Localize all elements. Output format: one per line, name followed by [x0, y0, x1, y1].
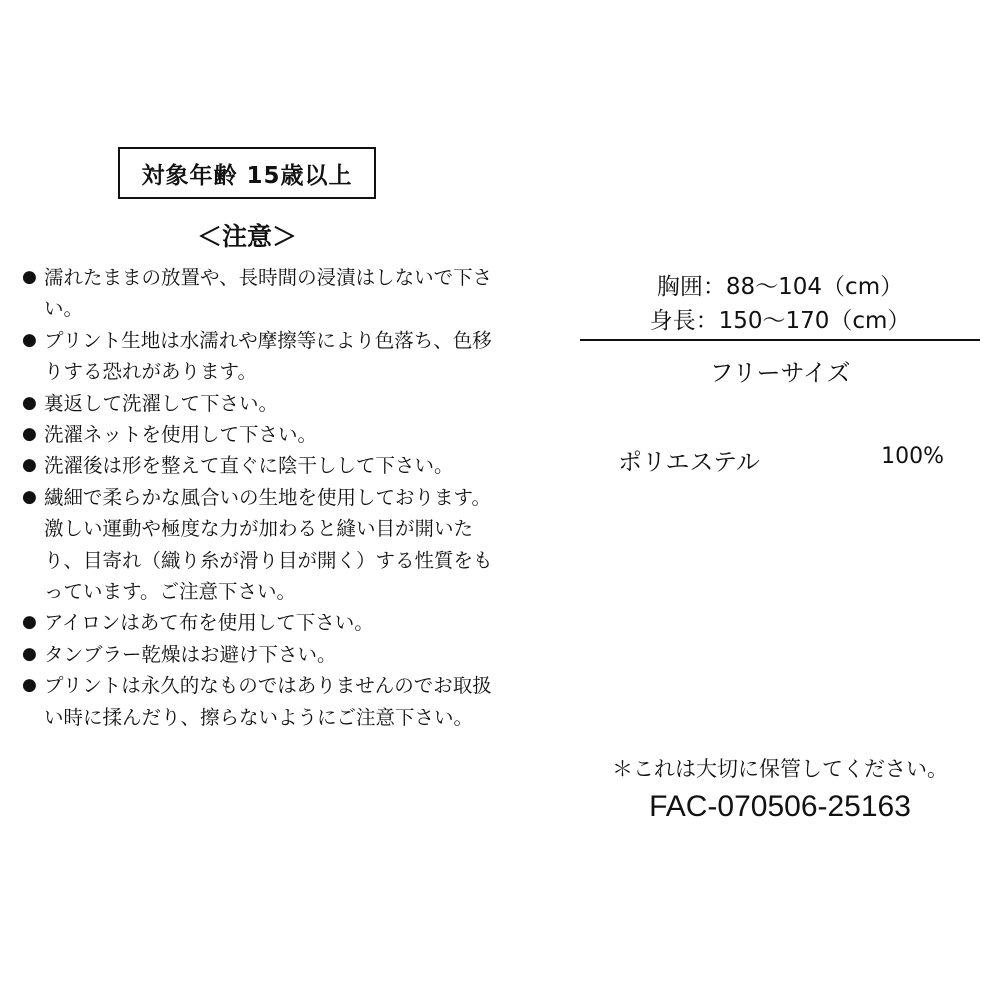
caution-item-text: 濡れたままの放置や、長時間の浸漬はしないで下さい。	[44, 266, 493, 321]
divider-line	[580, 339, 980, 341]
caution-item-text: 洗濯後は形を整えて直ぐに陰干しして下さい。	[44, 454, 454, 478]
caution-list	[22, 262, 497, 733]
caution-item	[22, 482, 497, 608]
caution-item	[22, 450, 497, 481]
bullet-icon: ●	[22, 424, 37, 445]
caution-item	[22, 262, 497, 325]
height-measurement: 身長：150〜170（cm）	[649, 308, 911, 334]
chest-measurement: 胸囲：88〜104（cm）	[656, 274, 904, 300]
bullet-icon: ●	[22, 486, 37, 507]
bullet-icon: ●	[22, 675, 37, 696]
caution-item	[22, 388, 497, 419]
caution-heading: ＜注意＞	[196, 222, 297, 251]
bullet-icon: ●	[22, 643, 37, 664]
bullet-icon: ●	[22, 267, 37, 287]
caution-item	[22, 670, 497, 733]
target-age-box: 対象年齢 15歳以上	[118, 147, 376, 199]
keep-notice: ＊これは大切に保管してください。	[612, 757, 948, 781]
caution-item	[22, 639, 497, 670]
caution-item	[22, 607, 497, 638]
material-percent: 100%	[881, 444, 944, 469]
bullet-icon: ●	[22, 392, 37, 413]
caution-item-text: プリントは永久的なものではありませんのでお取扱い時に揉んだり、擦らないようにご注意下さい。	[44, 674, 492, 729]
caution-item-text: 裏返して洗濯して下さい。	[44, 391, 279, 415]
caution-item-text: 繊細で柔らかな風合いの生地を使用しております。激しい運動や極度な力が加わると縫い目が開いたり、目寄れ（織り糸が滑り目が開く）する性質をもっています。ご注意下さい。	[44, 485, 493, 604]
bullet-icon: ●	[22, 612, 37, 633]
bullet-icon: ●	[22, 455, 37, 476]
caution-item	[22, 419, 497, 450]
caution-item-text: プリント生地は水濡れや摩擦等により色落ち、色移りする恐れがあります。	[44, 328, 492, 384]
caution-item-text: 洗濯ネットを使用して下さい。	[44, 423, 318, 447]
caution-item-text: タンブラー乾燥はお避け下さい。	[44, 642, 337, 666]
bullet-icon: ●	[22, 329, 37, 350]
material-name: ポリエステル	[618, 448, 760, 476]
caution-item	[22, 325, 497, 388]
caution-item-text: アイロンはあて布を使用して下さい。	[44, 611, 374, 635]
size-label: フリーサイズ	[709, 359, 851, 387]
product-code: FAC-070506-25163	[649, 790, 911, 823]
